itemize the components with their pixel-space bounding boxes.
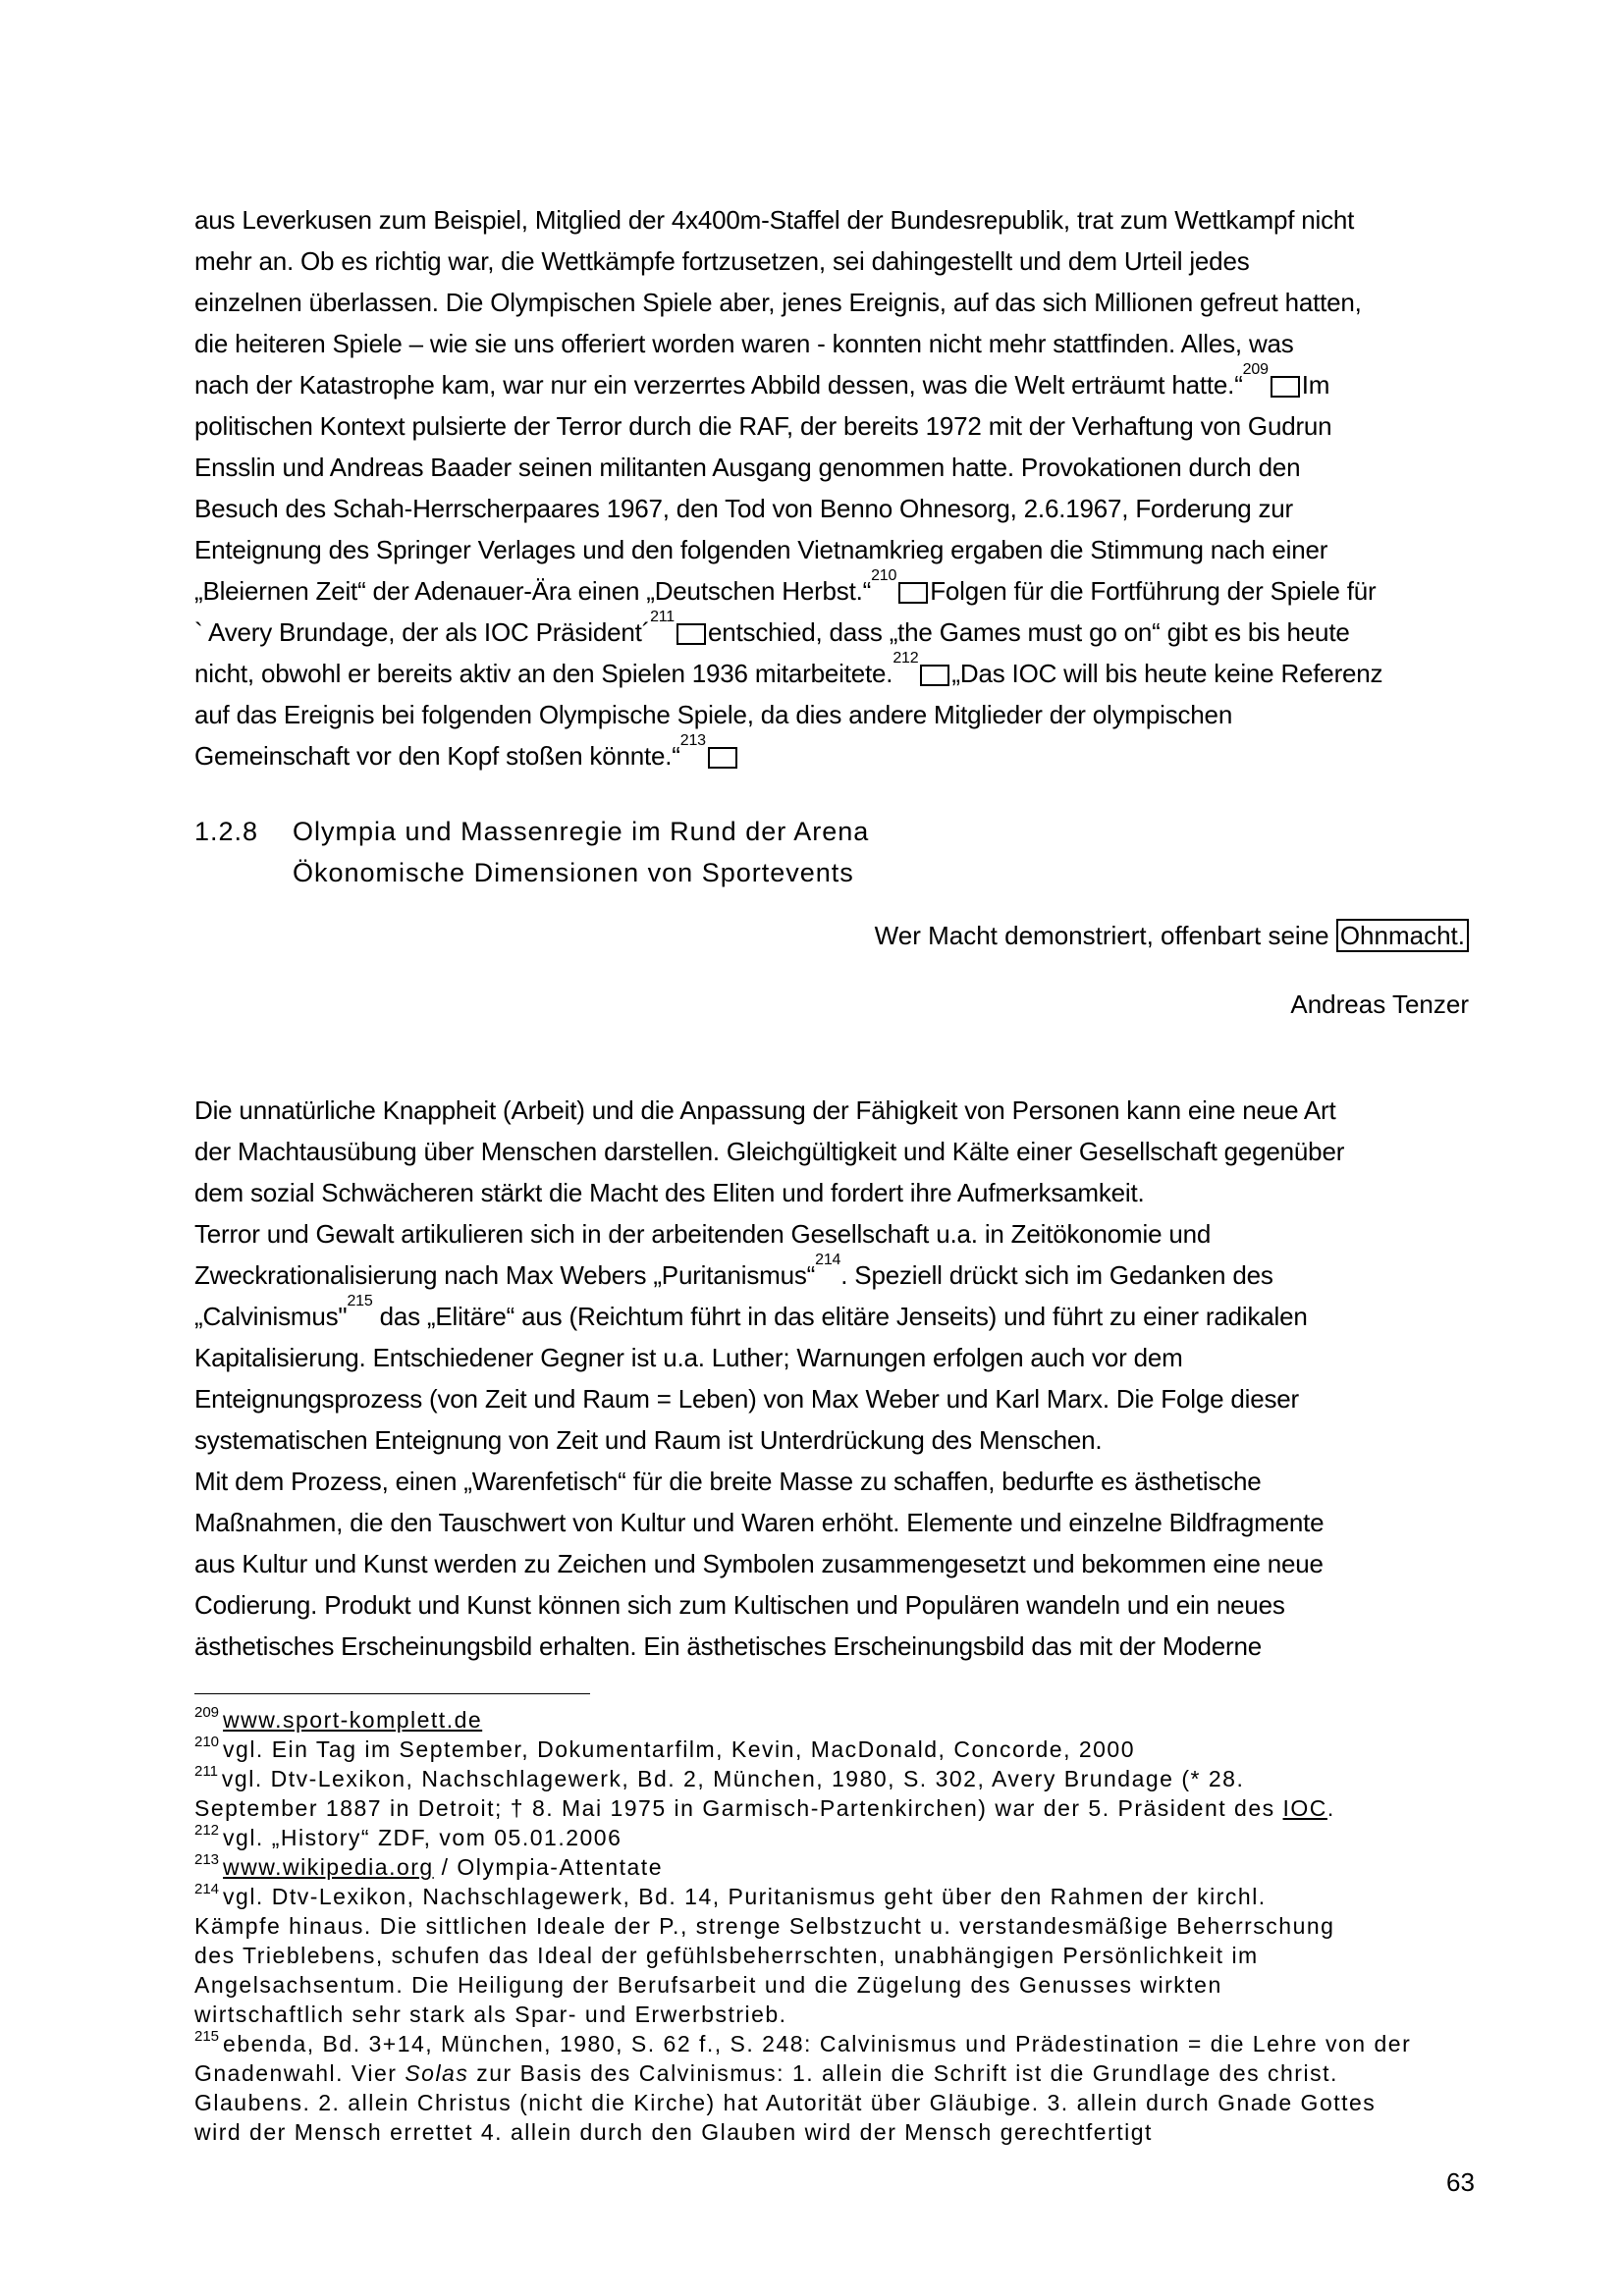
footnote-215-cont: Gnadenwahl. Vier Solas zur Basis des Calvinismus: 1. allein die Schrift ist die Grundlage des christ. — [194, 2060, 1338, 2086]
text-line: „Calvinismus"215 das „Elitäre“ aus (Reichtum führt in das elitäre Jenseits) und führt zu einer radikalen — [194, 1293, 1308, 1331]
text-line: aus Leverkusen zum Beispiel, Mitglied der 4x400m-Staffel der Bundesrepublik, trat zum Wettkampf nicht — [194, 205, 1355, 235]
footnote-ref-215[interactable]: 215 — [347, 1293, 373, 1309]
text-line: Kapitalisierung. Entschiedener Gegner ist u.a. Luther; Warnungen erfolgen auch vor dem — [194, 1343, 1183, 1372]
text-line: Enteignung des Springer Verlages und den folgenden Vietnamkrieg ergaben die Stimmung nach einer — [194, 535, 1328, 564]
text-line: ` Avery Brundage, der als IOC Präsident´211entschied, dass „the Games must go on“ gibt es bis heute — [194, 609, 1350, 647]
text-line: auf das Ereignis bei folgenden Olympische Spiele, da dies andere Mitglieder der olympischen — [194, 700, 1233, 729]
paragraph-olympia-attentat — [194, 199, 1490, 776]
footnote-link[interactable]: IOC — [1282, 1795, 1327, 1821]
text-line: Mit dem Prozess, einen „Warenfetisch“ für die breite Masse zu schaffen, bedurfte es ästhetische — [194, 1467, 1262, 1496]
text-line: der Machtausübung über Menschen darstellen. Gleichgültigkeit und Kälte einer Gesellschaft gegenüber — [194, 1137, 1345, 1166]
footnote-212: $^{212}$ vgl. „History“ ZDF, vom 05.01.2006 — [194, 1822, 622, 1850]
footnote-210: $^{210}$ vgl. Ein Tag im September, Dokumentarfilm, Kevin, MacDonald, Concorde, 2000 — [194, 1734, 1136, 1762]
footnote-215-cont: wird der Mensch errettet 4. allein durch den Glauben wird der Mensch gerechtfertigt — [194, 2119, 1153, 2145]
footnote-ref-214[interactable]: 214 — [815, 1252, 841, 1268]
section-title-line1: Olympia und Massenregie im Rund der Arena — [293, 817, 870, 846]
epigraph-quote: Wer Macht demonstriert, offenbart seine Ohnmacht. — [875, 921, 1469, 951]
footnote-ref-210[interactable]: 210 — [871, 567, 897, 584]
text-line: „Bleiernen Zeit“ der Adenauer-Ära einen „Deutschen Herbst.“210Folgen für die Fortführung der Spiele für — [194, 567, 1377, 606]
text-line: die heiteren Spiele – wie sie uns offeriert worden waren - konnten nicht mehr stattfinden. Alles, was — [194, 329, 1294, 358]
footnote-link[interactable]: www.wikipedia.org — [223, 1854, 434, 1880]
text-line: politischen Kontext pulsierte der Terror durch die RAF, der bereits 1972 mit der Verhaftung von Gudrun — [194, 411, 1332, 441]
footnote-211: $^{211}$ vgl. Dtv-Lexikon, Nachschlagewerk, Bd. 2, München, 1980, S. 302, Avery Brundage (* 28. — [194, 1763, 1245, 1791]
footnote-ref-212[interactable]: 212 — [893, 650, 919, 667]
footnote-ref-213[interactable]: 213 — [679, 732, 706, 749]
footnote-214-cont: Angelsachsentum. Die Heiligung der Berufsarbeit und die Zügelung des Genusses wirkten — [194, 1972, 1222, 1998]
footnote-ref-211[interactable]: 211 — [650, 609, 675, 625]
paragraph-macht — [194, 1090, 1490, 1667]
text-line: ästhetisches Erscheinungsbild erhalten. Ein ästhetisches Erscheinungsbild das mit der Moderne — [194, 1631, 1263, 1661]
text-line: dem sozial Schwächeren stärkt die Macht des Eliten und fordert ihre Aufmerksamkeit. — [194, 1178, 1145, 1207]
text-line: mehr an. Ob es richtig war, die Wettkämpfe fortzusetzen, sei dahingestellt und dem Urteil jedes — [194, 246, 1250, 276]
footnote-215-cont: Glaubens. 2. allein Christus (nicht die Kirche) hat Autorität über Gläubige. 3. allein durch Gnade Gottes — [194, 2090, 1377, 2115]
text-line: Gemeinschaft vor den Kopf stoßen könnte.“213 — [194, 735, 1490, 776]
footnote-ref-209[interactable]: 209 — [1242, 361, 1269, 378]
text-line: Die unnatürliche Knappheit (Arbeit) und die Anpassung der Fähigkeit von Personen kann eine neue Art — [194, 1095, 1336, 1125]
footnote-213: $^{213}$ www.wikipedia.org / Olympia-Attentate — [194, 1851, 663, 1880]
footnote-214-cont: des Trieblebens, schufen das Ideal der gefühlsbeherrschten, unabhängigen Persönlichkeit im — [194, 1943, 1259, 1968]
text-line: Terror und Gewalt artikulieren sich in der arbeitenden Gesellschaft u.a. in Zeitökonomie und — [194, 1219, 1212, 1249]
footnote-link[interactable]: www.sport-komplett.de — [223, 1707, 483, 1733]
footnote-box — [1271, 376, 1300, 398]
section-heading — [194, 811, 869, 893]
footnote-209: $^{209}$ www.sport-komplett.de — [194, 1704, 483, 1733]
text-line: nicht, obwohl er bereits aktiv an den Spielen 1936 mitarbeitete.212„Das IOC will bis heute keine Referenz — [194, 650, 1383, 688]
text-line: Zweckrationalisierung nach Max Webers „Puritanismus“214. Speziell drückt sich im Gedanken des — [194, 1252, 1273, 1290]
text-line: Enteignungsprozess (von Zeit und Raum = Leben) von Max Weber und Karl Marx. Die Folge dieser — [194, 1384, 1299, 1414]
footnote-214-cont: wirtschaftlich sehr stark als Spar- und Erwerbstrieb. — [194, 2002, 787, 2027]
footnote-separator — [194, 1693, 590, 1694]
footnote-214: $^{214}$ vgl. Dtv-Lexikon, Nachschlagewerk, Bd. 14, Puritanismus geht über den Rahmen der kirchl. — [194, 1881, 1267, 1909]
text-line: einzelnen überlassen. Die Olympischen Spiele aber, jenes Ereignis, auf das sich Millionen gefreut hatten, — [194, 288, 1362, 317]
section-number: 1.2.8 — [194, 817, 259, 846]
footnote-box — [676, 623, 706, 645]
footnote-box — [708, 747, 737, 769]
footnote-211-cont: September 1887 in Detroit; † 8. Mai 1975 in Garmisch-Partenkirchen) war der 5. Präsident des IOC. — [194, 1795, 1335, 1821]
footnote-box — [920, 665, 949, 686]
text-line: Ensslin und Andreas Baader seinen militanten Ausgang genommen hatte. Provokationen durch den — [194, 453, 1301, 482]
text-line: aus Kultur und Kunst werden zu Zeichen und Symbolen zusammengesetzt und bekommen eine neue — [194, 1549, 1324, 1578]
section-title-line2: Ökonomische Dimensionen von Sportevents — [293, 858, 854, 887]
text-line: nach der Katastrophe kam, war nur ein verzerrtes Abbild dessen, was die Welt erträumt hatte.“209Im — [194, 361, 1330, 400]
quote-boxed-word: Ohnmacht. — [1336, 919, 1469, 952]
epigraph-author: Andreas Tenzer — [1290, 989, 1469, 1019]
text-line: Besuch des Schah-Herrscherpaares 1967, den Tod von Benno Ohnesorg, 2.6.1967, Forderung zur — [194, 494, 1294, 523]
text-line: Codierung. Produkt und Kunst können sich zum Kultischen und Populären wandeln und ein neues — [194, 1590, 1285, 1620]
footnote-box — [898, 582, 928, 604]
footnote-215: $^{215}$ ebenda, Bd. 3+14, München, 1980, S. 62 f., S. 248: Calvinismus und Prädestination = die Lehre von der — [194, 2028, 1412, 2056]
text-line: systematischen Enteignung von Zeit und Raum ist Unterdrückung des Menschen. — [194, 1425, 1103, 1455]
text-line: Maßnahmen, die den Tauschwert von Kultur und Waren erhöht. Elemente und einzelne Bildfragmente — [194, 1508, 1325, 1537]
page-number: 63 — [1446, 2167, 1475, 2197]
footnote-214-cont: Kämpfe hinaus. Die sittlichen Ideale der P., strenge Selbstzucht u. verstandesmäßige Beherrschung — [194, 1913, 1335, 1939]
footnotes — [194, 1705, 1549, 2147]
